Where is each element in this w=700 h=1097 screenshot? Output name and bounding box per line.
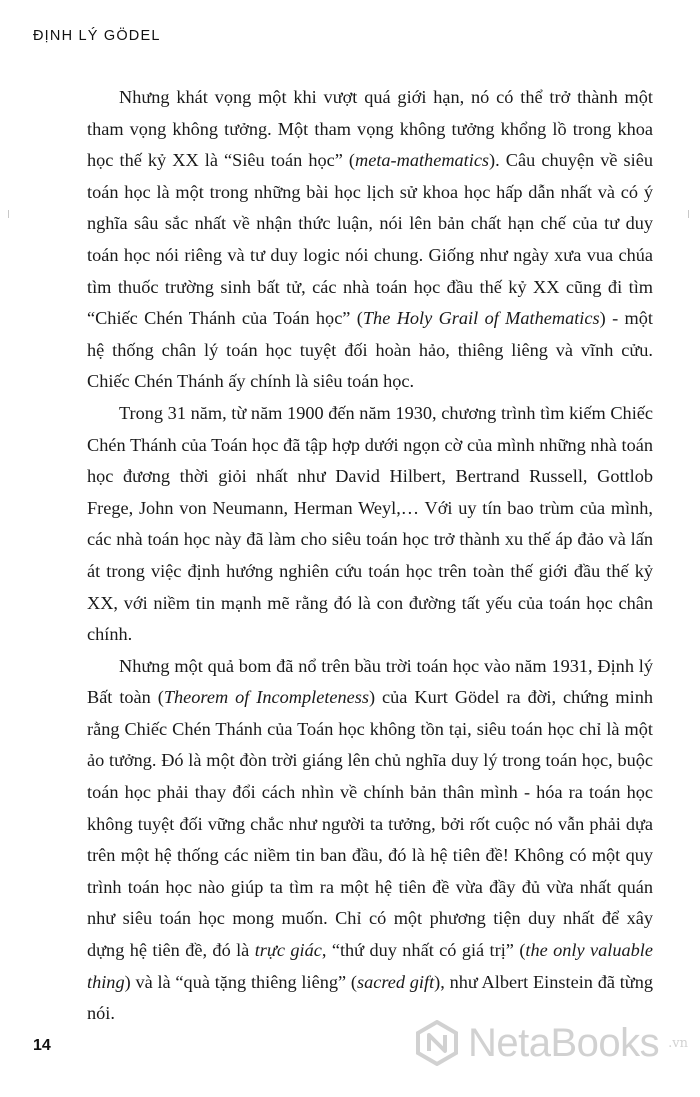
italic-term: sacred gift	[356, 971, 435, 992]
watermark-brand: NetaBooks	[467, 1020, 660, 1065]
italic-term: the only valuable thing	[87, 940, 653, 992]
watermark-suffix: .vn	[668, 1035, 688, 1051]
watermark	[414, 1020, 688, 1066]
netabooks-logo-icon	[414, 1020, 460, 1066]
body-text	[87, 82, 653, 1030]
paragraph-2: Trong 31 năm, từ năm 1900 đến năm 1930, chương trình tìm kiếm Chiếc Chén Thánh của Toán học đã tập hợp dưới ngọn cờ của mình những nhà toán học đương thời giỏi nhất như David Hilbert, Bertrand Russell, Gottlob Frege, John von Neumann, Herman Weyl,… Với uy tín bao trùm của mình, các nhà toán học này đã làm cho siêu toán học trở thành xu thế áp đảo và lấn át trong việc định hướng nghiên cứu toán học trên toàn thế giới đầu thế kỷ XX, với niềm tin mạnh mẽ rằng đó là con đường tất yếu của toán học chân chính.	[87, 402, 653, 645]
page-number: 14	[33, 1037, 51, 1054]
running-title: ĐỊNH LÝ GÖDEL	[33, 28, 161, 44]
italic-term: meta-mathematics	[355, 150, 490, 171]
paragraph-1: Nhưng khát vọng một khi vượt quá giới hạn, nó có thể trở thành một tham vọng không tưởng. Một tham vọng không tưởng khổng lồ trong khoa học thế kỷ XX là “Siêu toán học” (meta-mathematics). Câu chuyện về siêu toán học là một trong những bài học lịch sử khoa học hấp dẫn nhất và có ý nghĩa sâu sắc nhất về nhận thức luận, nói lên bản chất hạn chế của tư duy toán học nói riêng và tư duy logic nói chung. Giống như ngày xưa vua chúa tìm thuốc trường sinh bất tử, các nhà toán học đầu thế kỷ XX cũng đi tìm “Chiếc Chén Thánh của Toán học” (The Holy Grail of Mathematics) - một hệ thống chân lý toán học tuyệt đối hoàn hảo, thiêng liêng và vĩnh cửu. Chiếc Chén Thánh ấy chính là siêu toán học.	[87, 87, 654, 392]
crop-mark-left	[8, 210, 9, 218]
italic-term: trực giác	[254, 940, 322, 961]
italic-term: The Holy Grail of Mathematics	[362, 308, 600, 329]
crop-mark-right	[688, 210, 689, 218]
italic-term: Theorem of Incompleteness	[163, 687, 369, 708]
paragraph-3: Nhưng một quả bom đã nổ trên bầu trời toán học vào năm 1931, Định lý Bất toàn (Theorem of Incompleteness) của Kurt Gödel ra đời, chứng minh rằng Chiếc Chén Thánh của Toán học không tồn tại, siêu toán học chỉ là một ảo tưởng. Đó là một đòn trời giáng lên chủ nghĩa duy lý trong toán học, buộc toán học phải thay đổi cách nhìn về chính bản thân mình - hóa ra toán học không tuyệt đối vững chắc như người ta tưởng, bởi rốt cuộc nó vẫn phải dựa trên một hệ thống các niềm tin ban đầu, đó là hệ tiên đề! Không có một quy trình toán học nào giúp ta tìm ra một hệ tiên đề vừa đầy đủ vừa nhất quán như siêu toán học mong muốn. Chỉ có một phương tiện duy nhất để xây dựng hệ tiên đề, đó là trực giác, “thứ duy nhất có giá trị” (the only valuable thing) và là “quà tặng thiêng liêng” (sacred gift), như Albert Einstein đã từng nói.	[87, 655, 653, 1024]
